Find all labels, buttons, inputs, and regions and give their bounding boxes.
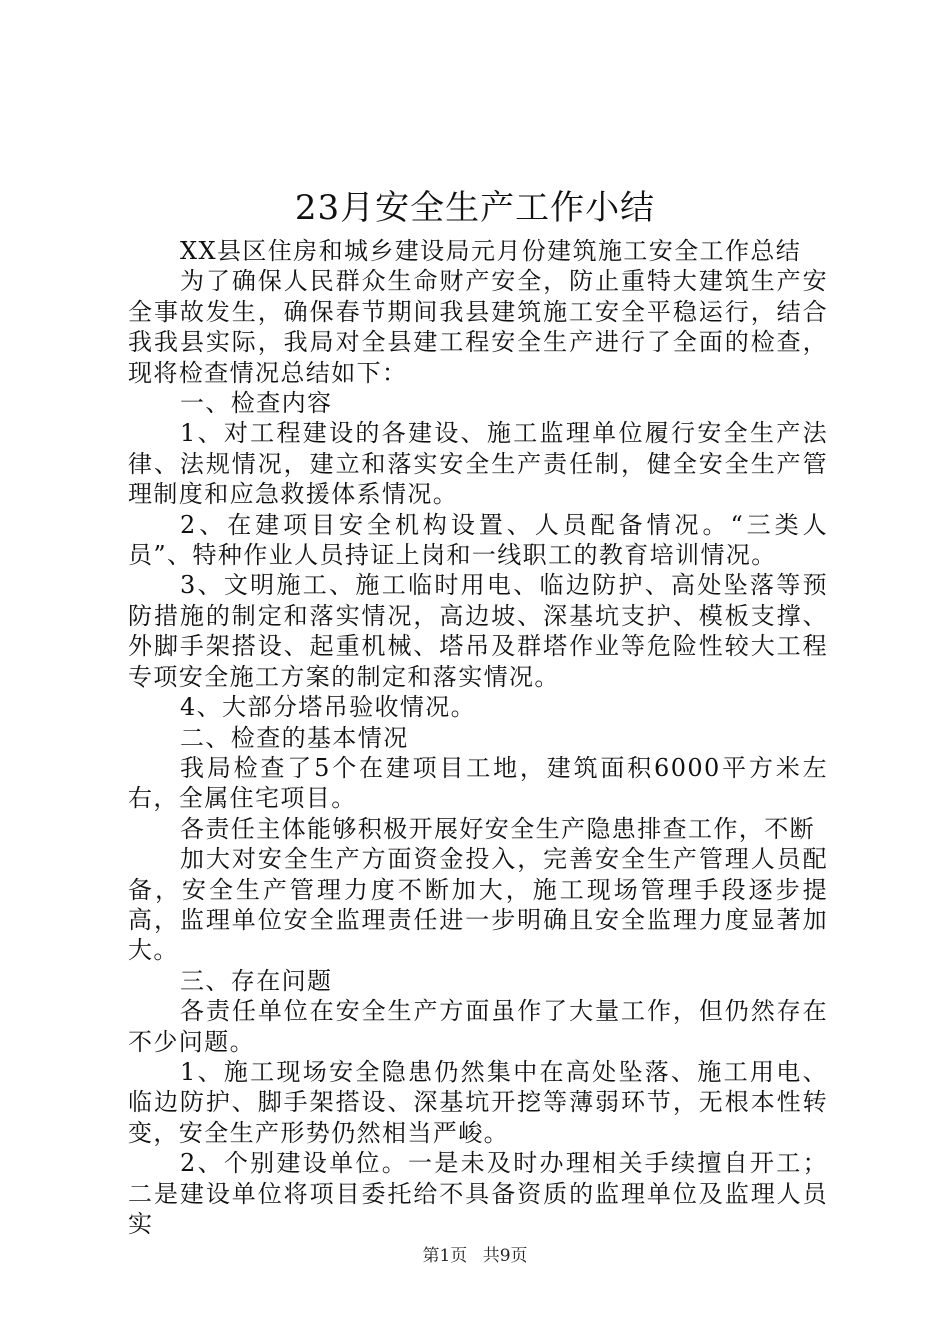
page-total: 共9页 bbox=[482, 1246, 528, 1266]
paragraph-item-2: 2、在建项目安全机构设置、人员配备情况。“三类人员”、特种作业人员持证上岗和一线职工的教育培训情况。 bbox=[128, 510, 828, 570]
paragraph-inspection-summary: 我局检查了5个在建项目工地，建筑面积6000平方米左右，全属住宅项目。 bbox=[128, 753, 828, 813]
section-heading-inspection-content: 一、检查内容 bbox=[180, 389, 333, 418]
paragraph-item-4: 4、大部分塔吊验收情况。 bbox=[180, 693, 477, 722]
paragraph-item-3: 3、文明施工、施工临时用电、临边防护、高处坠落等预防措施的制定和落实情况，高边坡、深基坑支护、模板支撑、外脚手架搭设、起重机械、塔吊及群塔作业等危险性较大工程专项安全施工方案的制定和落实情况。 bbox=[128, 571, 828, 691]
paragraph-problems-intro: 各责任单位在安全生产方面虽作了大量工作，但仍然存在不少问题。 bbox=[128, 997, 828, 1056]
subtitle-paragraph: XX县区住房和城乡建设局元月份建筑施工安全工作总结 bbox=[180, 237, 802, 265]
section-heading-problems: 三、存在问题 bbox=[180, 966, 333, 995]
intro-paragraph: 为了确保人民群众生命财产安全，防止重特大建筑生产安全事故发生，确保春节期间我县建筑施工安全平稳运行，结合我我县实际，我局对全县建工程安全生产进行了全面的检查，现将检查情况总结如下： bbox=[128, 267, 828, 387]
section-heading-basic-situation: 二、检查的基本情况 bbox=[180, 723, 409, 752]
paragraph-responsibility: 各责任主体能够积极开展好安全生产隐患排查工作，不断 bbox=[180, 814, 815, 843]
paragraph-investment: 加大对安全生产方面资金投入，完善安全生产管理人员配备，安全生产管理力度不断加大，施工现场管理手段逐步提高，监理单位安全监理责任进一步明确且安全监理力度显著加大。 bbox=[128, 845, 828, 965]
document-title: 23月安全生产工作小结 bbox=[294, 188, 656, 228]
paragraph-item-1: 1、对工程建设的各建设、施工监理单位履行安全生产法律、法规情况，建立和落实安全生产责任制，健全安全生产管理制度和应急救援体系情况。 bbox=[128, 419, 828, 509]
paragraph-problem-1: 1、施工现场安全隐患仍然集中在高处坠落、施工用电、临边防护、脚手架搭设、深基坑开挖等薄弱环节，无根本性转变，安全生产形势仍然相当严峻。 bbox=[128, 1057, 828, 1147]
document-body bbox=[128, 236, 828, 1239]
paragraph-problem-2: 2、个别建设单位。一是未及时办理相关手续擅自开工；二是建设单位将项目委托给不具备资质的监理单位及监理人员实 bbox=[128, 1149, 828, 1238]
page-footer bbox=[0, 1244, 950, 1268]
page-number: 第1页 bbox=[422, 1246, 468, 1266]
